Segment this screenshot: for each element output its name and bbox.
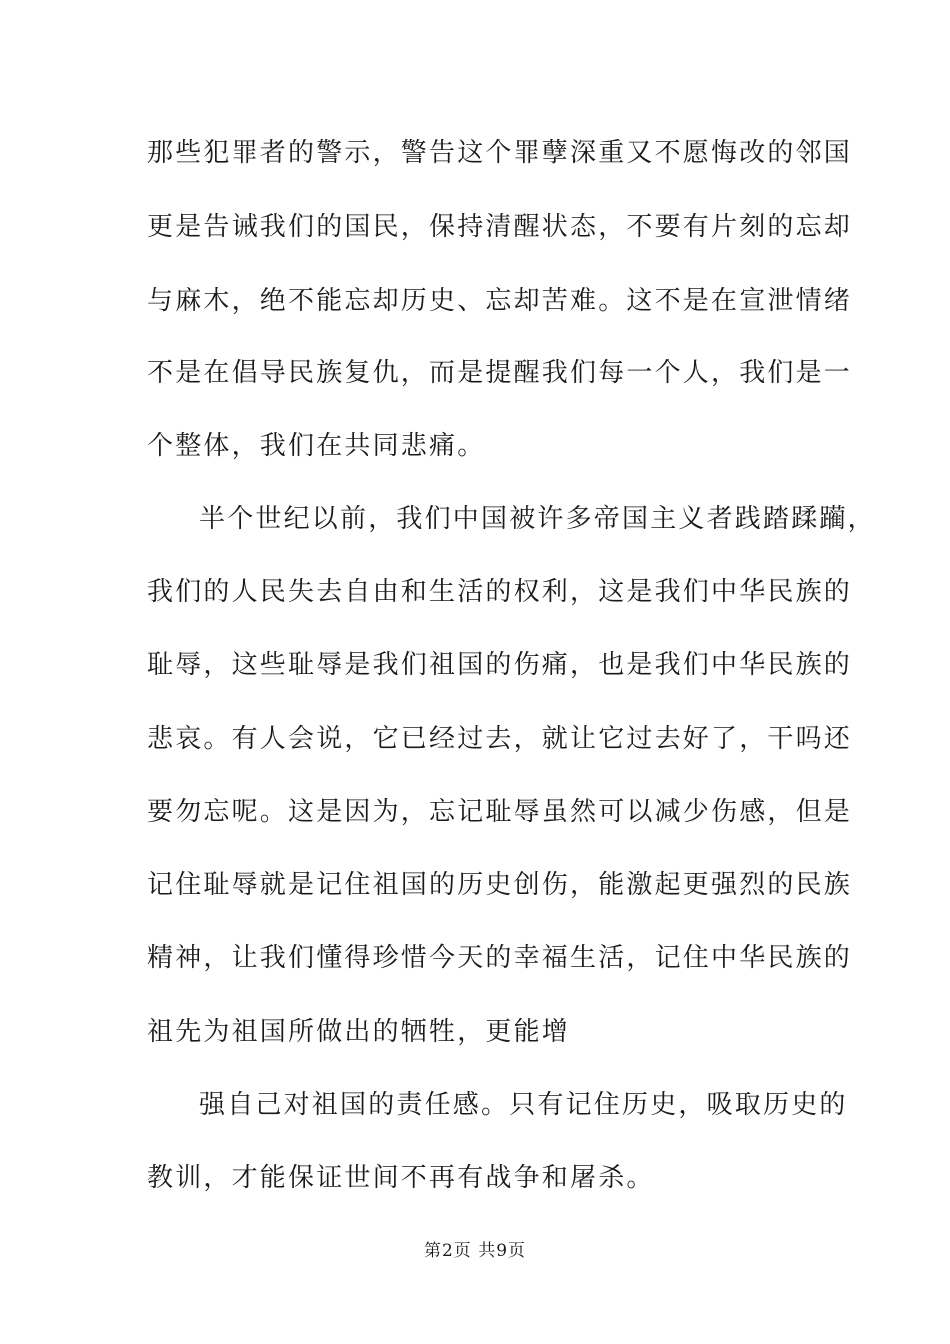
text-line: 祖先为祖国所做出的牺牲，更能增	[147, 1017, 571, 1047]
page-footer: 第2页 共9页	[423, 1241, 527, 1261]
text-line: 不是在倡导民族复仇，而是提醒我们每一个人，我们是一	[147, 358, 853, 388]
text-line: 我们的人民失去自由和生活的权利，这是我们中华民族的	[147, 577, 853, 607]
text-line: 那些犯罪者的警示，警告这个罪孽深重又不愿悔改的邻国	[147, 138, 853, 168]
text-line: 强自己对祖国的责任感。只有记住历史，吸取历史的	[199, 1090, 848, 1120]
text-line: 记住耻辱就是记住祖国的历史创伤，能激起更强烈的民族	[147, 870, 853, 900]
text-line: 与麻木，绝不能忘却历史、忘却苦难。这不是在宣泄情绪	[147, 286, 853, 316]
text-line: 悲哀。有人会说，它已经过去，就让它过去好了，干吗还	[147, 724, 853, 754]
text-line: 耻辱，这些耻辱是我们祖国的伤痛，也是我们中华民族的	[147, 650, 853, 680]
text-line: 更是告诫我们的国民，保持清醒状态，不要有片刻的忘却	[147, 212, 853, 242]
text-line: 教训，才能保证世间不再有战争和屠杀。	[147, 1163, 655, 1193]
text-line: 半个世纪以前，我们中国被许多帝国主义者践踏蹂躏，	[199, 504, 876, 534]
text-line: 精神，让我们懂得珍惜今天的幸福生活，记住中华民族的	[147, 943, 853, 973]
text-line: 个整体，我们在共同悲痛。	[147, 431, 486, 461]
text-line: 要勿忘呢。这是因为，忘记耻辱虽然可以减少伤感，但是	[147, 797, 853, 827]
